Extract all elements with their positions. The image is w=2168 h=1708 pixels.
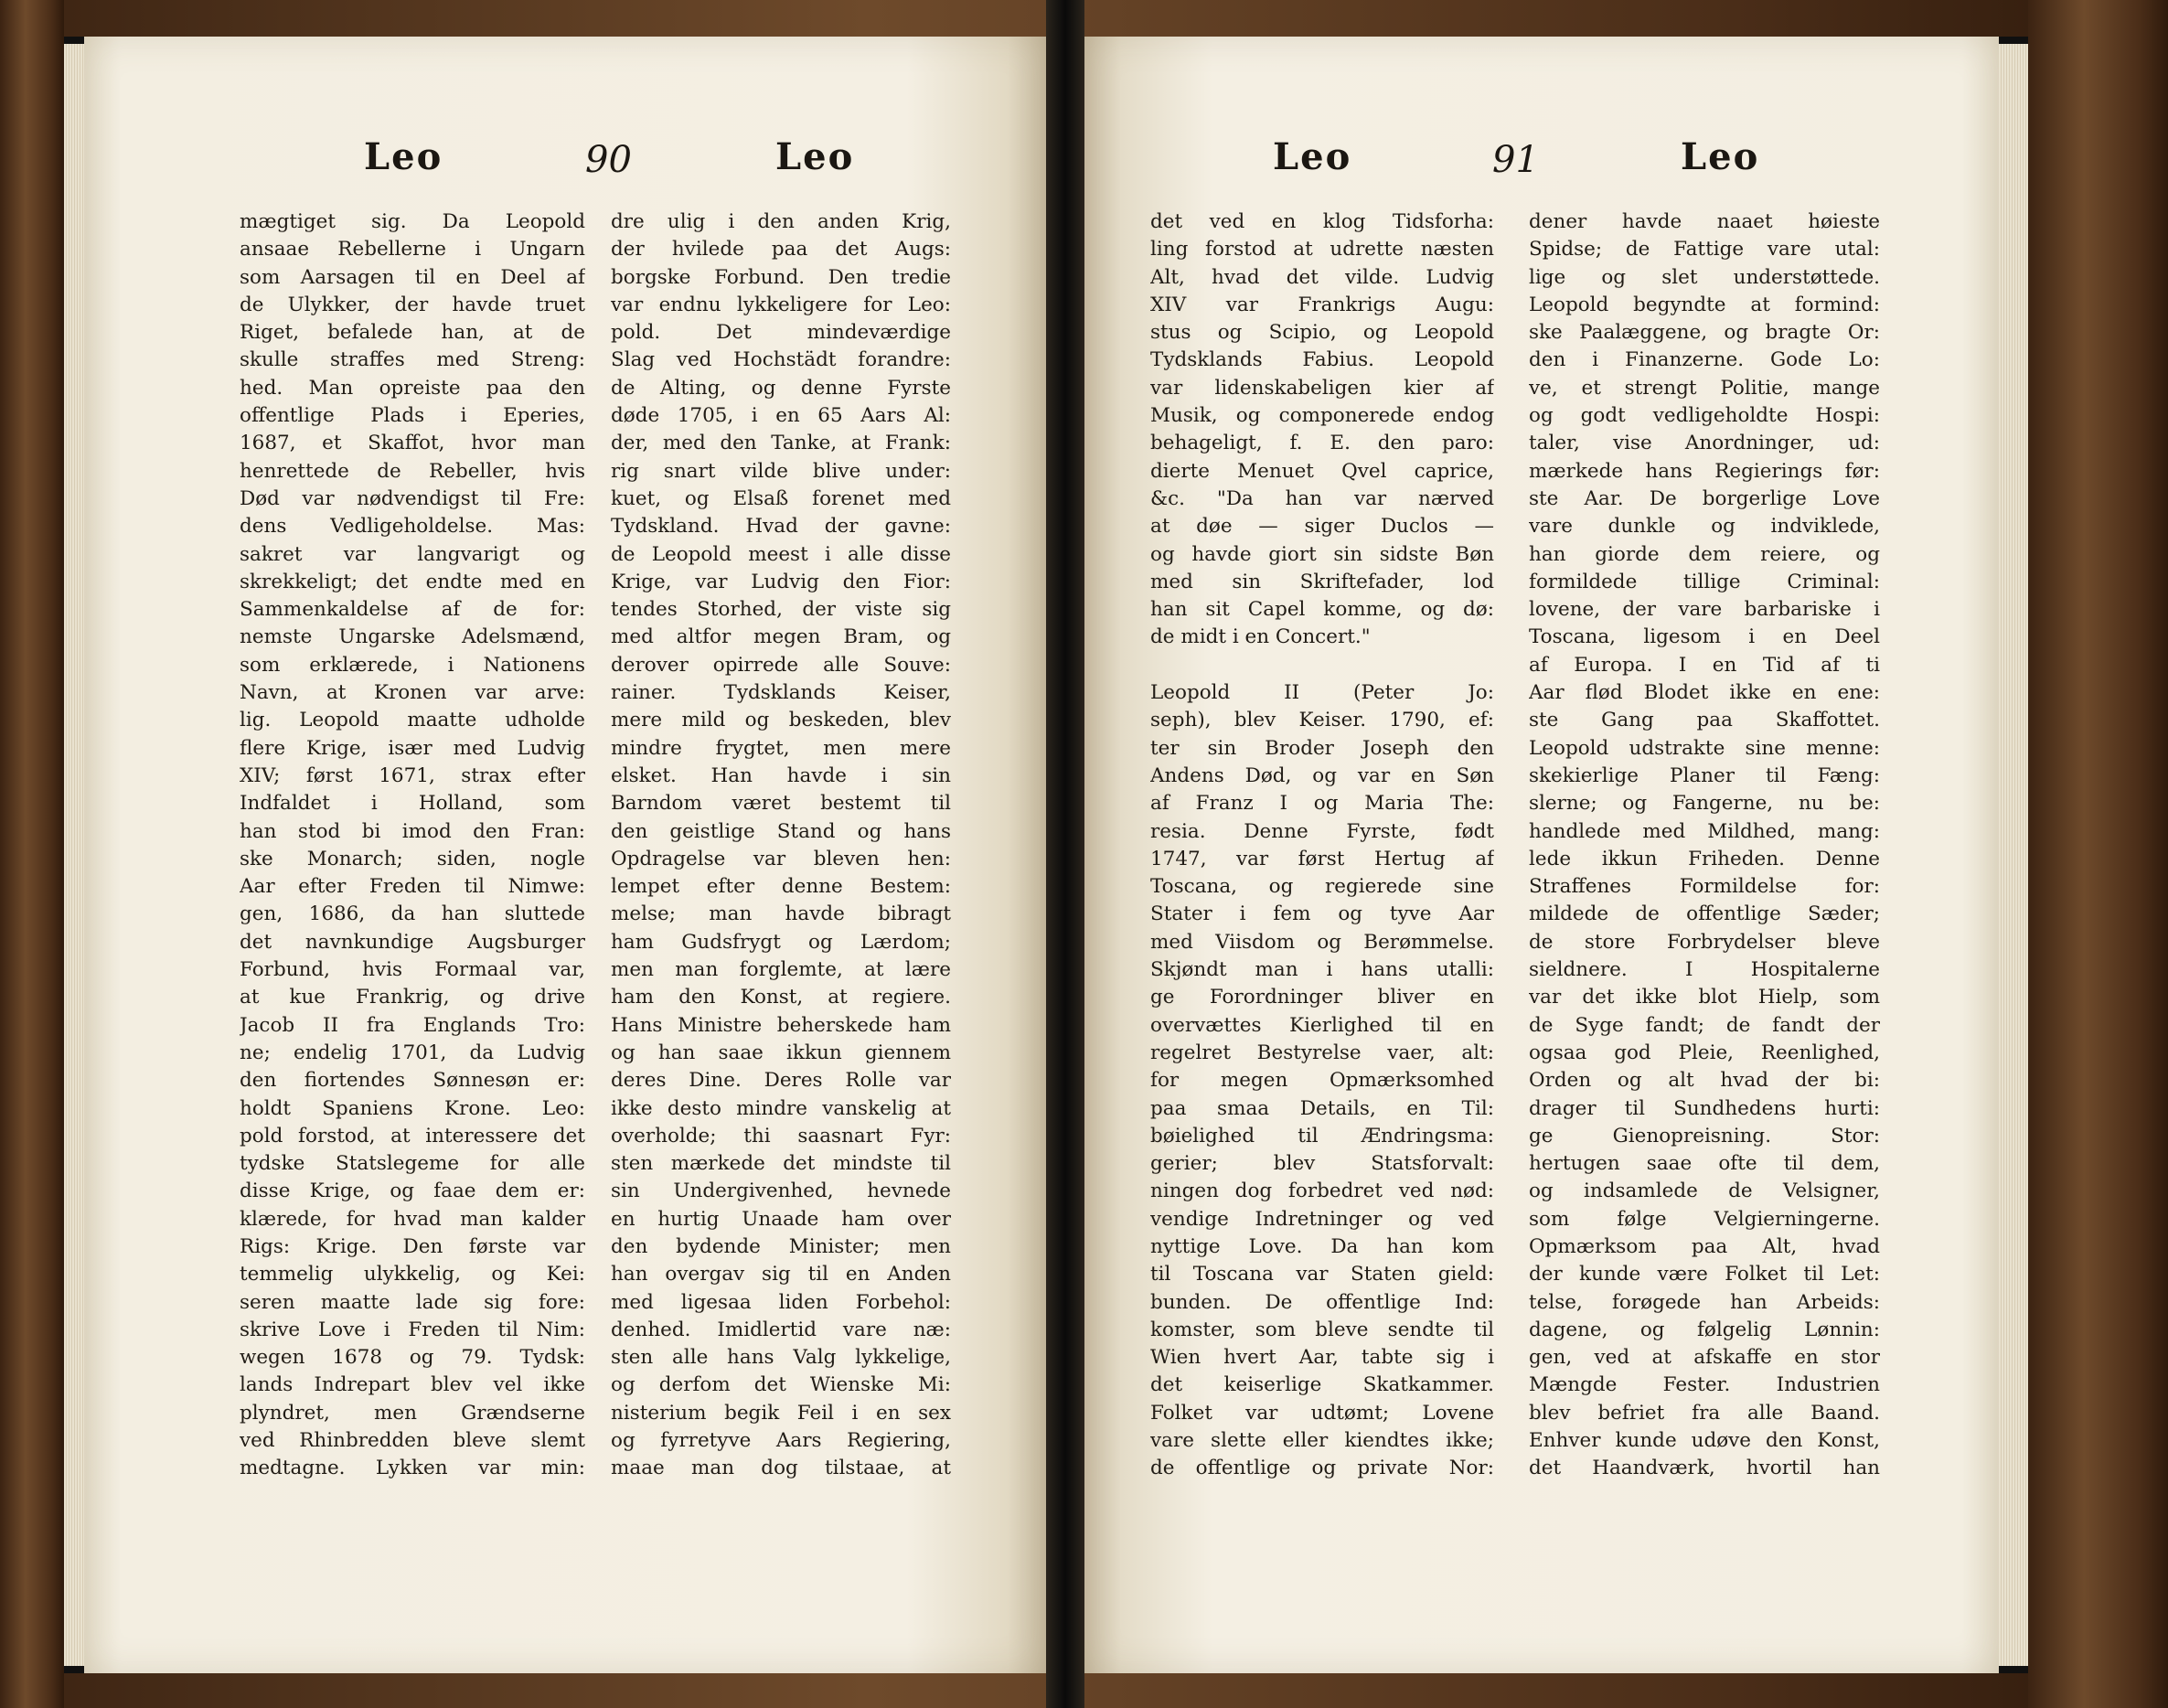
text-line: skekierlige Planer til Fæng: — [1529, 763, 1880, 787]
text-line: ste Gang paa Skaffottet. — [1529, 709, 1880, 732]
text-line: Leopold II (Peter Jo: — [1150, 681, 1494, 705]
text-line: det keiserlige Skatkammer. — [1150, 1373, 1494, 1397]
text-line: maae man dog tilstaae, at — [611, 1457, 951, 1480]
text-line: Toscana, og regierede sine — [1150, 875, 1494, 899]
text-line: overvættes Kierlighed til en — [1150, 1013, 1494, 1037]
text-line: nemste Ungarske Adelsmænd, — [240, 625, 585, 649]
text-line: som Aarsagen til en Deel af — [240, 265, 585, 289]
text-line: dener havde naaet høieste — [1529, 210, 1880, 233]
text-line: bunden. De offentlige Ind: — [1150, 1290, 1494, 1314]
paragraph-gap — [1150, 652, 1494, 679]
text-line: med Viisdom og Berømmelse. — [1150, 930, 1494, 954]
text-line: og godt vedligeholdte Hospi: — [1529, 404, 1880, 428]
text-line: bøielighed til Ændringsma: — [1150, 1124, 1494, 1148]
text-line: dens Vedligeholdelse. Mas: — [240, 515, 585, 539]
text-line: Stater i fem og tyve Aar — [1150, 902, 1494, 926]
text-line: hed. Man opreiste paa den — [240, 376, 585, 400]
text-line: Folket var udtømt; Lovene — [1150, 1401, 1494, 1425]
text-line: vare slette eller kiendtes ikke; — [1150, 1429, 1494, 1453]
text-line: den bydende Minister; men — [611, 1234, 951, 1258]
text-line: skulle straffes med Streng: — [240, 348, 585, 372]
text-line: behageligt, f. E. den paro: — [1150, 432, 1494, 455]
text-line: Slag ved Hochstädt forandre: — [611, 348, 951, 372]
text-line: mægtiget sig. Da Leopold — [240, 210, 585, 233]
text-line: de Syge fandt; de fandt der — [1529, 1013, 1880, 1037]
left-page-column-1 — [240, 208, 585, 1483]
right-page-number: 91 — [1492, 139, 1539, 181]
text-line: der, med den Tanke, at Frank: — [611, 432, 951, 455]
text-line: sten alle hans Valg lykkelige, — [611, 1346, 951, 1370]
text-line: handlede med Mildhed, mang: — [1529, 819, 1880, 843]
text-line: ste Aar. De borgerlige Love — [1529, 486, 1880, 510]
text-line: flere Krige, især med Ludvig — [240, 736, 585, 760]
text-line: og indsamlede de Velsigner, — [1529, 1180, 1880, 1203]
text-line: ogsaa god Pleie, Reenlighed, — [1529, 1041, 1880, 1064]
text-line: melse; man havde bibragt — [611, 902, 951, 926]
text-line: en hurtig Unaade ham over — [611, 1207, 951, 1231]
text-line: lovene, der vare barbariske i — [1529, 598, 1880, 622]
text-line: Jacob II fra Englands Tro: — [240, 1013, 585, 1037]
text-line: regelret Bestyrelse vaer, alt: — [1150, 1041, 1494, 1064]
text-line: temmelig ulykkelig, og Kei: — [240, 1263, 585, 1286]
text-line: 1747, var først Hertug af — [1150, 847, 1494, 870]
text-line: Riget, befalede han, at de — [240, 321, 585, 345]
text-line: pold forstod, at interessere det — [240, 1124, 585, 1148]
text-line: Straffenes Formildelse for: — [1529, 875, 1880, 899]
text-line: gen, 1686, da han sluttede — [240, 902, 585, 926]
left-page-number: 90 — [585, 139, 632, 181]
text-line: lands Indrepart blev vel ikke — [240, 1373, 585, 1397]
text-line: af Franz I og Maria The: — [1150, 792, 1494, 816]
text-line: hertugen saae ofte til dem, — [1529, 1152, 1880, 1176]
text-line: de Ulykker, der havde truet — [240, 293, 585, 316]
text-line: Wien hvert Aar, tabte sig i — [1150, 1346, 1494, 1370]
text-line: Krige, var Ludvig den Fior: — [611, 570, 951, 593]
text-line: Toscana, ligesom i en Deel — [1529, 625, 1880, 649]
text-line: Enhver kunde udøve den Konst, — [1529, 1429, 1880, 1453]
text-line: skrekkeligt; det endte med en — [240, 570, 585, 593]
right-running-head-right: Leo — [1681, 135, 1760, 178]
text-line: til Toscana var Staten gield: — [1150, 1263, 1494, 1286]
text-line: men man forglemte, at lære — [611, 958, 951, 982]
text-line: blev befriet fra alle Baand. — [1529, 1401, 1880, 1425]
leather-cover-right — [2028, 0, 2168, 1708]
text-line: offentlige Plads i Eperies, — [240, 404, 585, 428]
text-line: nisterium begik Feil i en sex — [611, 1401, 951, 1425]
text-line: lige og slet understøttede. — [1529, 265, 1880, 289]
text-line: ne; endelig 1701, da Ludvig — [240, 1041, 585, 1064]
text-line: ling forstod at udrette næsten — [1150, 238, 1494, 262]
text-line: komster, som bleve sendte til — [1150, 1318, 1494, 1341]
text-line: vare dunkle og indviklede, — [1529, 515, 1880, 539]
text-line: tendes Storhed, der viste sig — [611, 598, 951, 622]
text-line: XIV var Frankrigs Augu: — [1150, 293, 1494, 316]
text-line: skrive Love i Freden til Nim: — [240, 1318, 585, 1341]
text-line: Rigs: Krige. Den første var — [240, 1234, 585, 1258]
text-line: Andens Død, og var en Søn — [1150, 763, 1494, 787]
text-line: Barndom været bestemt til — [611, 792, 951, 816]
text-line: de Alting, og denne Fyrste — [611, 376, 951, 400]
text-line: borgske Forbund. Den tredie — [611, 265, 951, 289]
text-line: som følge Velgierningerne. — [1529, 1207, 1880, 1231]
text-line: ningen dog forbedret ved nød: — [1150, 1180, 1494, 1203]
text-line: gerier; blev Statsforvalt: — [1150, 1152, 1494, 1176]
text-line: deres Dine. Deres Rolle var — [611, 1069, 951, 1093]
text-line: ge Gienopreisning. Stor: — [1529, 1124, 1880, 1148]
text-line: og havde giort sin sidste Bøn — [1150, 542, 1494, 566]
text-line: han sit Capel komme, og dø: — [1150, 598, 1494, 622]
text-line: og derfom det Wienske Mi: — [611, 1373, 951, 1397]
text-line: klærede, for hvad man kalder — [240, 1207, 585, 1231]
page-edges-left — [64, 44, 86, 1666]
text-line: var endnu lykkeligere for Leo: — [611, 293, 951, 316]
leather-cover-left — [0, 0, 64, 1708]
text-line: der hvilede paa det Augs: — [611, 238, 951, 262]
text-line: ved Rhinbredden bleve slemt — [240, 1429, 585, 1453]
text-line: stus og Scipio, og Leopold — [1150, 321, 1494, 345]
text-line: de Leopold meest i alle disse — [611, 542, 951, 566]
text-line: Orden og alt hvad der bi: — [1529, 1069, 1880, 1093]
text-line: Alt, hvad det vilde. Ludvig — [1150, 265, 1494, 289]
text-line: dagene, og følgelig Lønnin: — [1529, 1318, 1880, 1341]
text-line: der kunde være Folket til Let: — [1529, 1263, 1880, 1286]
text-line: han giorde dem reiere, og — [1529, 542, 1880, 566]
text-line: Indfaldet i Holland, som — [240, 792, 585, 816]
text-line: gen, ved at afskaffe en stor — [1529, 1346, 1880, 1370]
text-line: med altfor megen Bram, og — [611, 625, 951, 649]
right-running-head-left: Leo — [1273, 135, 1352, 178]
text-line: mildede de offentlige Sæder; — [1529, 902, 1880, 926]
text-line: Leopold udstrakte sine menne: — [1529, 736, 1880, 760]
text-line: disse Krige, og faae dem er: — [240, 1180, 585, 1203]
text-line: seren maatte lade sig fore: — [240, 1290, 585, 1314]
text-line: plyndret, men Grændserne — [240, 1401, 585, 1425]
text-line: ansaae Rebellerne i Ungarn — [240, 238, 585, 262]
text-line: den i Finanzerne. Gode Lo: — [1529, 348, 1880, 372]
text-line: Musik, og componerede endog — [1150, 404, 1494, 428]
text-line: ham den Konst, at regiere. — [611, 986, 951, 1009]
text-line: nyttige Love. Da han kom — [1150, 1234, 1494, 1258]
text-line: sakret var langvarigt og — [240, 542, 585, 566]
text-line: seph), blev Keiser. 1790, ef: — [1150, 709, 1494, 732]
text-line: sten mærkede det mindste til — [611, 1152, 951, 1176]
left-running-head-right: Leo — [775, 135, 855, 178]
text-line: dre ulig i den anden Krig, — [611, 210, 951, 233]
text-line: lede ikkun Friheden. Denne — [1529, 847, 1880, 870]
text-line: Aar flød Blodet ikke en ene: — [1529, 681, 1880, 705]
text-line: rainer. Tydsklands Keiser, — [611, 681, 951, 705]
text-line: pold. Det mindeværdige — [611, 321, 951, 345]
text-line: det navnkundige Augsburger — [240, 930, 585, 954]
text-line: ikke desto mindre vanskelig at — [611, 1096, 951, 1120]
text-line: som erklærede, i Nationens — [240, 653, 585, 677]
text-line: mærkede hans Regierings før: — [1529, 459, 1880, 483]
text-line: derover opirrede alle Souve: — [611, 653, 951, 677]
text-line: døde 1705, i en 65 Aars Al: — [611, 404, 951, 428]
text-line: wegen 1678 og 79. Tydsk: — [240, 1346, 585, 1370]
text-line: mere mild og beskeden, blev — [611, 709, 951, 732]
text-line: ve, et strengt Politie, mange — [1529, 376, 1880, 400]
text-line: &c. "Da han var nærved — [1150, 486, 1494, 510]
text-line: lig. Leopold maatte udholde — [240, 709, 585, 732]
text-line: ske Paalæggene, og bragte Or: — [1529, 321, 1880, 345]
text-line: taler, vise Anordninger, ud: — [1529, 432, 1880, 455]
text-line: 1687, et Skaffot, hvor man — [240, 432, 585, 455]
text-line: Forbund, hvis Formaal var, — [240, 958, 585, 982]
text-line: ske Monarch; siden, nogle — [240, 847, 585, 870]
text-line: at døe — siger Duclos — — [1150, 515, 1494, 539]
page-edges-right — [1999, 44, 2028, 1666]
text-line: at kue Frankrig, og drive — [240, 986, 585, 1009]
text-line: var lidenskabeligen kier af — [1150, 376, 1494, 400]
text-line: telse, forøgede han Arbeids: — [1529, 1290, 1880, 1314]
text-line: Død var nødvendigst til Fre: — [240, 486, 585, 510]
text-line: XIV; først 1671, strax efter — [240, 763, 585, 787]
text-line: Opmærksom paa Alt, hvad — [1529, 1234, 1880, 1258]
text-line: ter sin Broder Joseph den — [1150, 736, 1494, 760]
text-line: de offentlige og private Nor: — [1150, 1457, 1494, 1480]
text-line: sin Undergivenhed, hevnede — [611, 1180, 951, 1203]
text-line: lempet efter denne Bestem: — [611, 875, 951, 899]
text-line: de store Forbrydelser bleve — [1529, 930, 1880, 954]
text-line: paa smaa Details, en Til: — [1150, 1096, 1494, 1120]
text-line: af Europa. I en Tid af ti — [1529, 653, 1880, 677]
text-line: slerne; og Fangerne, nu be: — [1529, 792, 1880, 816]
text-line: det Haandværk, hvortil han — [1529, 1457, 1880, 1480]
text-line: rig snart vilde blive under: — [611, 459, 951, 483]
text-line: formildede tillige Criminal: — [1529, 570, 1880, 593]
text-line: Mængde Fester. Industrien — [1529, 1373, 1880, 1397]
text-line: resia. Denne Fyrste, født — [1150, 819, 1494, 843]
text-line: dierte Menuet Qvel caprice, — [1150, 459, 1494, 483]
text-line: det ved en klog Tidsforha: — [1150, 210, 1494, 233]
text-line: tydske Statslegeme for alle — [240, 1152, 585, 1176]
left-page-column-2 — [611, 208, 951, 1483]
text-line: Tydsklands Fabius. Leopold — [1150, 348, 1494, 372]
text-line: var det ikke blot Hielp, som — [1529, 986, 1880, 1009]
text-line: Aar efter Freden til Nimwe: — [240, 875, 585, 899]
text-line: medtagne. Lykken var min: — [240, 1457, 585, 1480]
text-line: denhed. Imidlertid vare næ: — [611, 1318, 951, 1341]
text-line: Spidse; de Fattige vare utal: — [1529, 238, 1880, 262]
text-line: kuet, og Elsaß forenet med — [611, 486, 951, 510]
right-page-column-2 — [1529, 208, 1880, 1483]
text-line: holdt Spaniens Krone. Leo: — [240, 1096, 585, 1120]
text-line: han stod bi imod den Fran: — [240, 819, 585, 843]
text-line: den fiortendes Sønnesøn er: — [240, 1069, 585, 1093]
text-line: og han saae ikkun giennem — [611, 1041, 951, 1064]
text-line: med sin Skriftefader, lod — [1150, 570, 1494, 593]
text-line: Hans Ministre beherskede ham — [611, 1013, 951, 1037]
text-line: Tydskland. Hvad der gavne: — [611, 515, 951, 539]
right-page-column-1 — [1150, 208, 1494, 1483]
text-line: henrettede de Rebeller, hvis — [240, 459, 585, 483]
text-line: han overgav sig til en Anden — [611, 1263, 951, 1286]
text-line: med ligesaa liden Forbehol: — [611, 1290, 951, 1314]
text-line: Skjøndt man i hans utalli: — [1150, 958, 1494, 982]
text-line: vendige Indretninger og ved — [1150, 1207, 1494, 1231]
text-line: mindre frygtet, men mere — [611, 736, 951, 760]
text-line: den geistlige Stand og hans — [611, 819, 951, 843]
text-line: elsket. Han havde i sin — [611, 763, 951, 787]
text-line: Navn, at Kronen var arve: — [240, 681, 585, 705]
text-line: overholde; thi saasnart Fyr: — [611, 1124, 951, 1148]
text-line: sieldnere. I Hospitalerne — [1529, 958, 1880, 982]
text-line: ham Gudsfrygt og Lærdom; — [611, 930, 951, 954]
text-line: de midt i en Concert." — [1150, 625, 1371, 649]
text-line: Opdragelse var bleven hen: — [611, 847, 951, 870]
text-line: ge Forordninger bliver en — [1150, 986, 1494, 1009]
text-line: drager til Sundhedens hurti: — [1529, 1096, 1880, 1120]
text-line: for megen Opmærksomhed — [1150, 1069, 1494, 1093]
text-line: Leopold begyndte at formind: — [1529, 293, 1880, 316]
text-line: Sammenkaldelse af de for: — [240, 598, 585, 622]
left-running-head-left: Leo — [364, 135, 443, 178]
text-line: og fyrretyve Aars Regiering, — [611, 1429, 951, 1453]
book-gutter — [1046, 0, 1084, 1708]
